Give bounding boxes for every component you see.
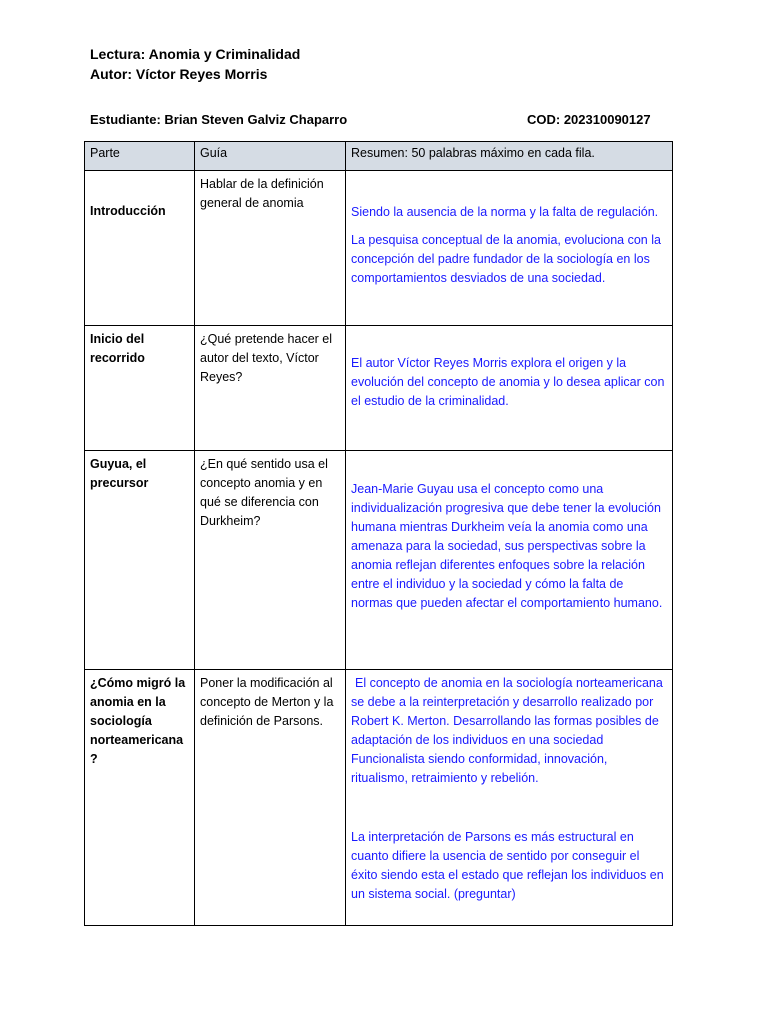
table-row — [85, 670, 673, 926]
student-code: COD: 202310090127 — [527, 112, 651, 127]
summary-paragraph: El concepto de anomia en la sociología norteamericana se debe a la reinterpretación y desarrollo realizado por Robert K. Merton. Desarrollando las formas posibles de adaptación de los individuos en una sociedad Funcionalista siendo conformidad, innovación, ritualismo, retraimiento y rebelión. — [351, 676, 663, 785]
header-parte: Parte — [85, 142, 195, 171]
student-name: Estudiante: Brian Steven Galviz Chaparro — [90, 112, 348, 127]
row-summary — [346, 326, 673, 451]
table-row — [85, 326, 673, 451]
row-guide: ¿Qué pretende hacer el autor del texto, Víctor Reyes? — [195, 326, 346, 451]
table-header-row — [85, 142, 673, 171]
row-part: Introducción — [90, 204, 166, 218]
row-summary — [346, 171, 673, 326]
header-resumen: Resumen: 50 palabras máximo en cada fila. — [346, 142, 673, 171]
row-summary — [346, 670, 673, 926]
author-line: Autor: Víctor Reyes Morris — [90, 66, 268, 82]
row-guide: Hablar de la definición general de anomia — [195, 171, 346, 326]
row-guide: Poner la modificación al concepto de Merton y la definición de Parsons. — [195, 670, 346, 926]
table-row — [85, 171, 673, 326]
summary-paragraph: Siendo la ausencia de la norma y la falta de regulación. — [351, 205, 659, 219]
row-part: Inicio del recorrido — [85, 326, 195, 451]
document-title — [90, 44, 300, 84]
summary-paragraph: La interpretación de Parsons es más estructural en cuanto difiere la usencia de sentido por conseguir el éxito siendo esta el estado que reflejan los individuos en un sistema social. (preguntar) — [351, 830, 664, 901]
summary-paragraph: El autor Víctor Reyes Morris explora el origen y la evolución del concepto de anomia y lo desea aplicar con el estudio de la criminalidad. — [351, 356, 665, 408]
guide-table — [84, 141, 673, 926]
summary-paragraph: La pesquisa conceptual de la anomia, evoluciona con la concepción del padre fundador de la sociología en los comportamientos desviados de una sociedad. — [351, 233, 661, 285]
reading-title: Lectura: Anomia y Criminalidad — [90, 46, 301, 62]
row-part: ¿Cómo migró la anomia en la sociología norteamericana ? — [85, 670, 195, 926]
table-row — [85, 451, 673, 670]
row-summary — [346, 451, 673, 670]
summary-paragraph: Jean-Marie Guyau usa el concepto como una individualización progresiva que debe tener la evolución humana mientras Durkheim veía la anomia como una amenaza para la sociedad, sus perspectivas sobre la anomia reflejan diferentes enfoques sobre la relación entre el individuo y la sociedad y cómo la falta de normas que pueden afectar el comportamiento humano. — [351, 482, 663, 610]
header-guia: Guía — [195, 142, 346, 171]
row-part: Guyua, el precursor — [85, 451, 195, 670]
row-guide: ¿En qué sentido usa el concepto anomia y en qué se diferencia con Durkheim? — [195, 451, 346, 670]
